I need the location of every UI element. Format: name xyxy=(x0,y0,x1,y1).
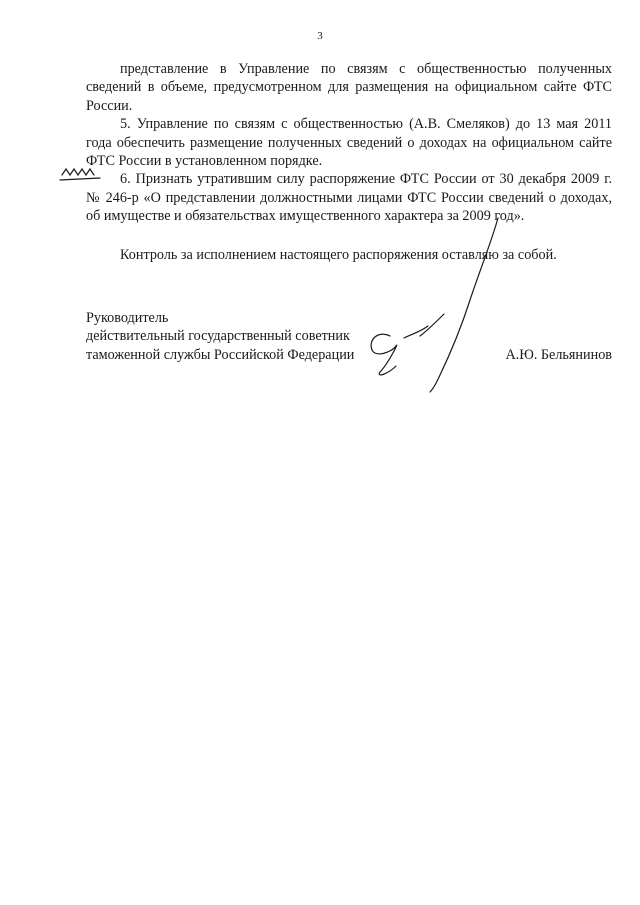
signer-title-line2: действительный государственный советник xyxy=(86,328,350,345)
paragraph-continuation: представление в Управление по связям с общественностью полученных сведений в объеме, предусмотренном для размещения на официальном сайте ФТС России. xyxy=(86,61,612,114)
paragraph-6: 6. Признать утратившим силу распоряжение ФТС России от 30 декабря 2009 г. № 246-р «О представлении должностными лицами ФТС России сведений о доходах, об имуществе и обязательствах имущественного характера за 2009 год». xyxy=(86,171,612,225)
paragraph-5: 5. Управление по связям с общественностью (А.В. Смеляков) до 13 мая 2011 года обеспечить размещение полученных сведений о доходах на официальном сайте ФТС России в установленном порядке. xyxy=(86,116,612,170)
signer-title-line3: таможенной службы Российской Федерации xyxy=(86,346,355,363)
paragraph-control: Контроль за исполнением настоящего распоряжения оставляю за собой. xyxy=(120,246,557,263)
page-number: 3 xyxy=(317,30,323,42)
signature-block xyxy=(86,309,612,364)
signer-name: А.Ю. Бельянинов xyxy=(505,346,612,363)
document-body xyxy=(86,60,612,264)
signer-title-line1: Руководитель xyxy=(86,310,169,326)
